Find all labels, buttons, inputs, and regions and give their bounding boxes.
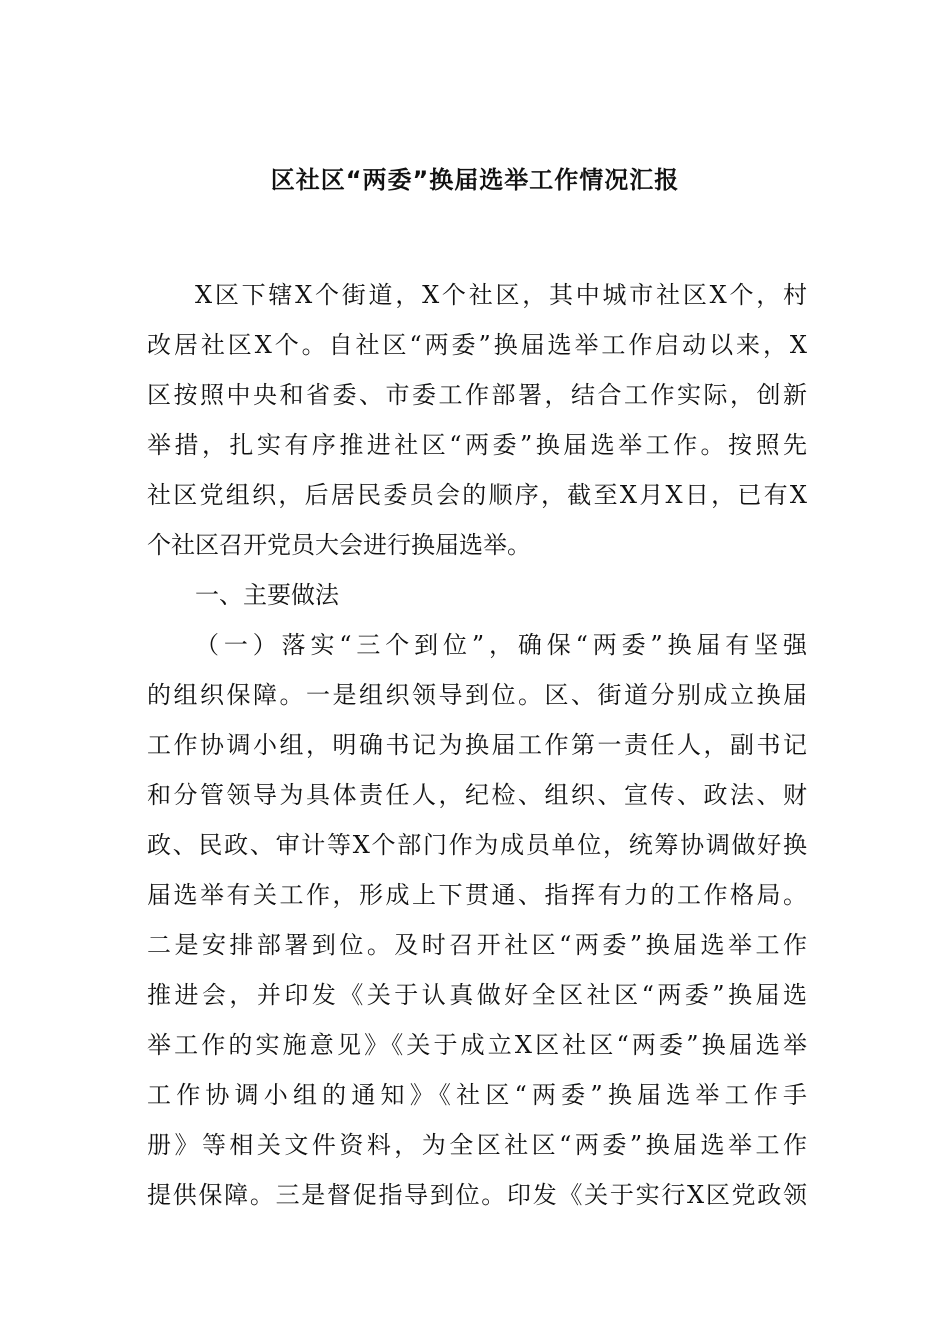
document-title: 区社区“两委”换届选举工作情况汇报 (270, 166, 680, 194)
paragraph-2-line-4: 和分管领导为具体责任人，纪检、组织、宣传、政法、财 (147, 781, 807, 809)
paragraph-2-line-9: 举工作的实施意见》《关于成立X区社区“两委”换届选举 (147, 1031, 807, 1059)
paragraph-1-line-3: 区按照中央和省委、市委工作部署，结合工作实际，创新 (147, 381, 807, 409)
paragraph-2-line-3: 工作协调小组，明确书记为换届工作第一责任人，副书记 (147, 731, 807, 759)
paragraph-2-line-10: 工作协调小组的通知》《社区“两委”换届选举工作手 (147, 1081, 807, 1109)
paragraph-2-line-1: （一）落实“三个到位”，确保“两委”换届有坚强 (195, 631, 807, 659)
paragraph-1-line-2: 改居社区X个。自社区“两委”换届选举工作启动以来，X (147, 331, 807, 359)
paragraph-1-line-5: 社区党组织，后居民委员会的顺序，截至X月X日，已有X (147, 481, 807, 509)
section-heading-main-practices: 一、主要做法 (195, 581, 339, 609)
paragraph-2-line-8: 推进会，并印发《关于认真做好全区社区“两委”换届选 (147, 981, 807, 1009)
paragraph-1-line-1: X区下辖X个街道，X个社区，其中城市社区X个，村 (195, 281, 807, 309)
paragraph-1-line-6: 个社区召开党员大会进行换届选举。 (147, 531, 531, 559)
paragraph-2-line-7: 二是安排部署到位。及时召开社区“两委”换届选举工作 (147, 931, 807, 959)
paragraph-2-line-12: 提供保障。三是督促指导到位。印发《关于实行X区党政领 (147, 1181, 807, 1209)
paragraph-1-line-4: 举措，扎实有序推进社区“两委”换届选举工作。按照先 (147, 431, 807, 459)
paragraph-2-line-2: 的组织保障。一是组织领导到位。区、街道分别成立换届 (147, 681, 807, 709)
paragraph-2-line-5: 政、民政、审计等X个部门作为成员单位，统筹协调做好换 (147, 831, 807, 859)
paragraph-2-line-11: 册》等相关文件资料，为全区社区“两委”换届选举工作 (147, 1131, 807, 1159)
paragraph-2-line-6: 届选举有关工作，形成上下贯通、指挥有力的工作格局。 (147, 881, 807, 909)
